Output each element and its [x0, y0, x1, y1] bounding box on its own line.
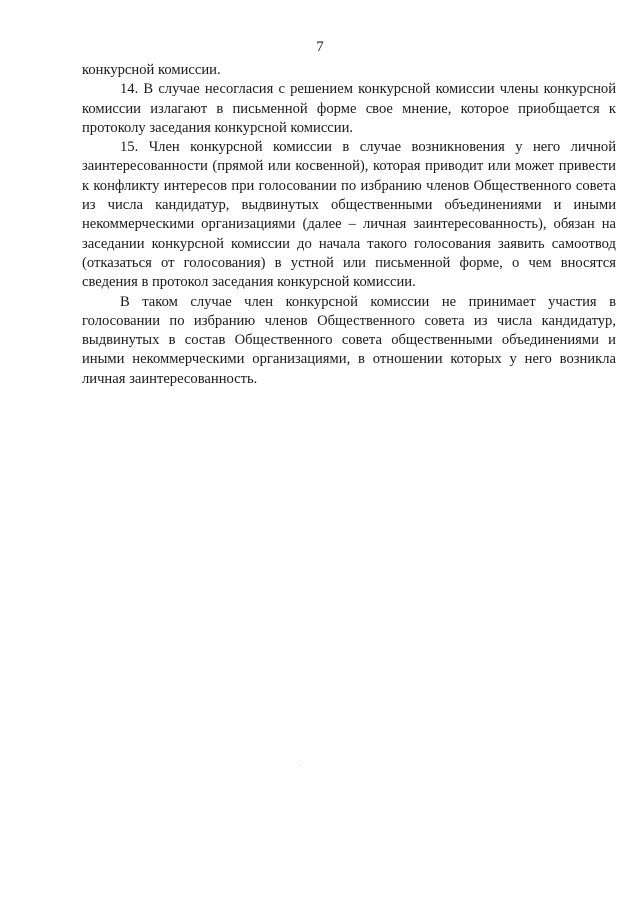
document-body: [82, 61, 616, 389]
paragraph-item-15-continuation: В таком случае член конкурсной комиссии не принимает участия в голосовании по избранию членов Общественного совета из числа кандидатур, выдвинутых в состав Общественного совета общественными объединениями и иными некоммерческими организациями, в отношении которых у него возникла личная заинтересованность.: [82, 293, 616, 387]
paragraph-item-14: 14. В случае несогласия с решением конкурсной комиссии члены конкурсной комиссии излагают в письменной форме свое мнение, которое приобщается к протоколу заседания конкурсной комиссии.: [82, 81, 616, 136]
scan-artifact-dot: [300, 765, 301, 766]
page-number: 7: [316, 39, 324, 55]
paragraph-item-15: 15. Член конкурсной комиссии в случае возникновения у него личной заинтересованности (прямой или косвенной), которая приводит или может привести к конфликту интересов при голосовании по избранию членов Общественного совета из числа кандидатур, выдвинутых общественными объединениями и иными некоммерческими организациями (далее – личная заинтересованность), обязан на заседании конкурсной комиссии до начала такого голосования заявить самоотвод (отказаться от голосования) в устной или письменной форме, о чем вносятся сведения в протокол заседания конкурсной комиссии.: [82, 139, 616, 291]
paragraph-continuation: конкурсной комиссии.: [82, 62, 221, 78]
